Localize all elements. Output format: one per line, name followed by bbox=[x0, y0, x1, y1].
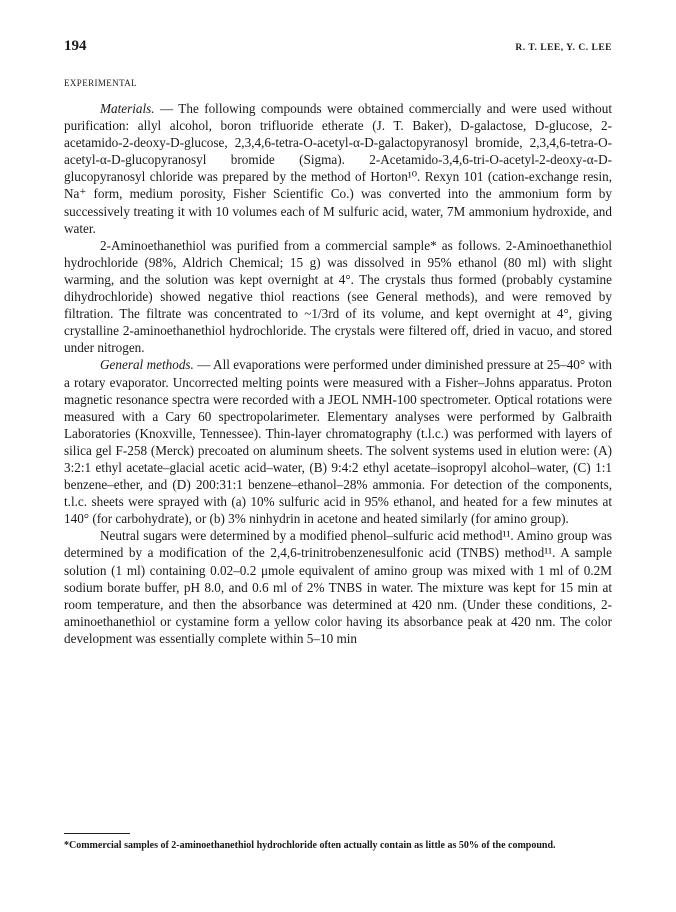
paragraph-lead: General methods. bbox=[100, 357, 194, 373]
body-text bbox=[64, 100, 612, 647]
paragraph-general-methods bbox=[64, 356, 612, 527]
running-head: R. T. LEE, Y. C. LEE bbox=[515, 43, 612, 53]
page-number: 194 bbox=[64, 38, 87, 54]
page-header bbox=[64, 38, 612, 62]
paragraph-text: Neutral sugars were determined by a modified phenol–sulfuric acid method¹¹. Amino group was determined by a modification of the 2,4,6-trinitrobenzenesulfonic acid (TNBS) method¹¹. A sample solution (1 ml) containing 0.02–0.2 μmole equivalent of amino group was mixed with 1 ml of 0.2M sodium borate buffer, pH 8.0, and 0.6 ml of 2% TNBS in water. The mixture was kept for 15 min at room temperature, and then the absorbance was determined at 420 nm. (Under these conditions, 2-aminoethanethiol or cystamine form a yellow color having its absorbance peak at 420 nm. The color development was essentially complete within 5–10 min bbox=[64, 528, 612, 646]
page-body bbox=[64, 38, 612, 647]
paragraph-text: — All evaporations were performed under diminished pressure at 25–40° with a rotary evaporator. Uncorrected melting points were measured with a Fisher–Johns apparatus. Proton magnetic resonance spectra were recorded with a JEOL NMH-100 spectrometer. Optical rotations were measured with a Cary 60 spectropolarimeter. Elementary analyses were performed by Galbraith Laboratories (Knoxville, Tennessee). Thin-layer chromatography (t.l.c.) was performed with layers of silica gel F-258 (Merck) precoated on aluminum sheets. The solvent systems used in elution were: (A) 3:2:1 ethyl acetate–glacial acetic acid–water, (B) 9:4:2 ethyl acetate–isopropyl alcohol–water, (C) 1:1 benzene–ether, and (D) 200:31:1 benzene–ethanol–28% ammonia. For detection of the components, t.l.c. sheets were sprayed with (a) 10% sulfuric acid in 95% ethanol, and heated for a few minutes at 140° (for carbohydrate), or (b) 3% ninhydrin in acetone and heated similarly (for amino group). bbox=[64, 357, 612, 527]
paragraph-text: 2-Aminoethanethiol was purified from a commercial sample* as follows. 2-Aminoethanethiol hydrochloride (98%, Aldrich Chemical; 15 g) was dissolved in 95% ethanol (80 ml) with slight warming, and the solution was kept overnight at 4°. The crystals thus formed (probably cystamine dihydrochloride) showed negative thiol reactions (see General methods), and were removed by filtration. The filtrate was concentrated to ~1/3rd of its volume, and kept overnight at 4°, giving crystalline 2-aminoethanethiol hydrochloride. The crystals were filtered off, dried in vacuo, and stored under nitrogen. bbox=[64, 237, 612, 356]
paragraph-lead: Materials. bbox=[100, 101, 155, 116]
paragraph-aminoethanethiol bbox=[64, 237, 612, 357]
paragraph-text: — The following compounds were obtained commercially and were used without purification: allyl alcohol, boron trifluoride etherate (J. T. Baker), D-galactose, D-glucose, 2-acetamido-2-deoxy-D-glucose, 2,3,4,6-tetra-O-acetyl-α-D-galactopyranosyl bromide, 2,3,4,6-tetra-O-acetyl-α-D-glucopyranosyl bromide (Sigma). 2-Acetamido-3,4,6-tri-O-acetyl-2-deoxy-α-D-glucopyranosyl chloride was prepared by the method of Horton¹⁰. Rexyn 101 (cation-exchange resin, Na⁺ form, medium porosity, Fisher Scientific Co.) was converted into the ammonium form by successively treating it with 10 volumes each of M sulfuric acid, water, 7M ammonium hydroxide, and water. bbox=[64, 101, 612, 236]
footnote-rule bbox=[64, 833, 130, 834]
paragraph-neutral-sugars bbox=[64, 527, 612, 647]
section-heading: EXPERIMENTAL bbox=[64, 78, 138, 88]
paragraph-materials bbox=[64, 100, 612, 237]
footnote: *Commercial samples of 2-aminoethanethiol hydrochloride often actually contain as little as 50% of the compound. bbox=[64, 840, 556, 851]
